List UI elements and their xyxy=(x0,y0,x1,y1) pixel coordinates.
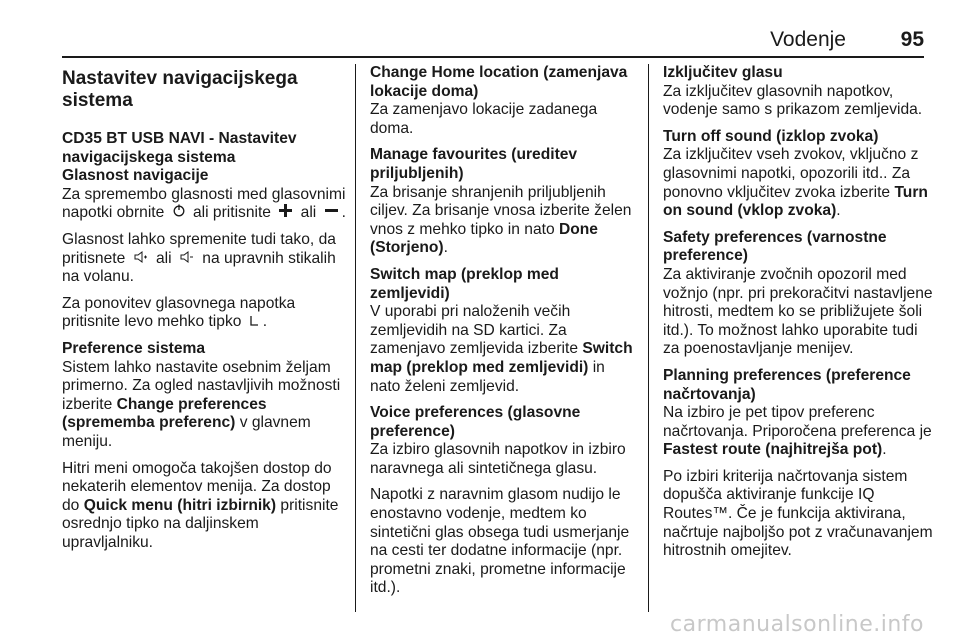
preferences-paragraph-1: Sistem lahko nastavite osebnim željam primerno. Za ogled nastavljivih možnosti izberite Change preferences (sprememba preferenc) v glavnem meniju. xyxy=(62,358,341,450)
switch-map-heading: Switch map (preklop med zemljevidi) xyxy=(370,265,559,302)
preferences-paragraph-2: Hitri meni omogoča takojšen dostop do nekaterih elementov menija. Za dostop do Quick menu (hitri izbirnik) pritisnite osrednjo tipko na daljinskem upravljalniku. xyxy=(62,459,339,551)
column-3 xyxy=(663,64,933,569)
volume-paragraph-2: Glasnost lahko spremenite tudi tako, da pritisnete ali na upravnih stikalih na volanu. xyxy=(62,230,336,286)
power-knob-icon xyxy=(169,204,189,223)
column-divider xyxy=(648,64,649,612)
voice-preferences-heading: Voice preferences (glasovne preference) xyxy=(370,404,581,440)
left-softkey-icon xyxy=(246,313,263,332)
voice-preferences-paragraph-2: Napotki z naravnim glasom nudijo le enostavno vodenje, medtem ko sintetični glas obsega tudi usmerjanje na cesti ter dodatne informacije (npr. prometni znaki, prometne informacije itd.). xyxy=(370,486,630,597)
column-1 xyxy=(62,64,346,560)
home-location-paragraph: Za zamenjavo lokacije zadanega doma. xyxy=(370,101,598,137)
planning-preferences-heading: Planning preferences (preference načrtovanja) xyxy=(663,366,911,403)
subsection-heading: CD35 BT USB NAVI - Nastavitev navigacijskega sistema xyxy=(62,130,297,166)
section-title: Vodenje xyxy=(770,28,846,51)
turn-off-sound-paragraph: Za izključitev vseh zvokov, vključno z glasovnimi napotki, opozorili itd.. Za ponovno vključitev zvoka izberite Turn on sound (vklop zvoka). xyxy=(663,146,928,220)
safety-preferences-paragraph: Za aktiviranje zvočnih opozoril med vožnjo (npr. pri prekoračitvi nastavljene hitrosti, medtem ko se približujete šoli itd.). To možnost lahko uporabite tudi za poenostavljanje menijev. xyxy=(663,265,933,358)
voice-preferences-paragraph-1: Za izbiro glasovnih napotkov in izbiro naravnega ali sintetičnega glasu. xyxy=(370,441,626,477)
switch-map-paragraph: V uporabi pri naloženih večih zemljevidih na SD kartici. Za zamenjavo zemljevida izberite Switch map (preklop med zemljevidi) in nato želeni zemljevid. xyxy=(370,303,633,395)
planning-preferences-paragraph-1: Na izbiro je pet tipov preferenc načrtovanja. Priporočena preferenca je Fastest route (najhitrejša pot). xyxy=(663,404,932,459)
steering-volume-down-icon xyxy=(176,250,198,269)
column-divider xyxy=(355,64,356,612)
favourites-paragraph: Za brisanje shranjenih priljubljenih ciljev. Za brisanje vnosa izberite želen vnos z mehko tipko in nato Done (Storjeno). xyxy=(370,183,632,257)
planning-preferences-paragraph-2: Po izbiri kriterija načrtovanja sistem dopušča aktiviranje funkcije IQ Routes™. Če je funkcija aktivirana, načrtuje najboljšo pot z vračunavanjem hitrostnih omejitev. xyxy=(663,467,933,560)
column-2 xyxy=(370,64,638,606)
watermark: carmanualsonline.info xyxy=(670,612,924,637)
turn-off-sound-heading: Turn off sound (izklop zvoka) xyxy=(663,127,879,145)
preferences-heading: Preference sistema xyxy=(62,339,206,357)
volume-heading: Glasnost navigacije xyxy=(62,167,209,185)
voice-off-paragraph: Za izključitev glasovnih napotkov, vodenje samo s prikazom zemljevida. xyxy=(663,82,923,119)
home-location-heading: Change Home location (zamenjava lokacije doma) xyxy=(370,64,628,100)
voice-off-heading: Izključitev glasu xyxy=(663,64,783,81)
page-number: 95 xyxy=(900,28,924,51)
section-heading: Nastavitev navigacijskega sistema xyxy=(62,68,298,111)
page-header xyxy=(62,26,924,56)
header-rule xyxy=(62,56,924,58)
favourites-heading: Manage favourites (ureditev priljubljenih) xyxy=(370,146,578,182)
steering-volume-up-icon xyxy=(130,250,152,269)
plus-icon xyxy=(275,204,296,223)
volume-paragraph-1: Za spremembo glasnosti med glasovnimi napotki obrnite ali pritisnite ali . xyxy=(62,185,346,222)
volume-paragraph-3: Za ponovitev glasovnega napotka pritisnite levo mehko tipko . xyxy=(62,294,296,331)
safety-preferences-heading: Safety preferences (varnostne preference) xyxy=(663,228,887,265)
minus-icon xyxy=(321,204,342,223)
